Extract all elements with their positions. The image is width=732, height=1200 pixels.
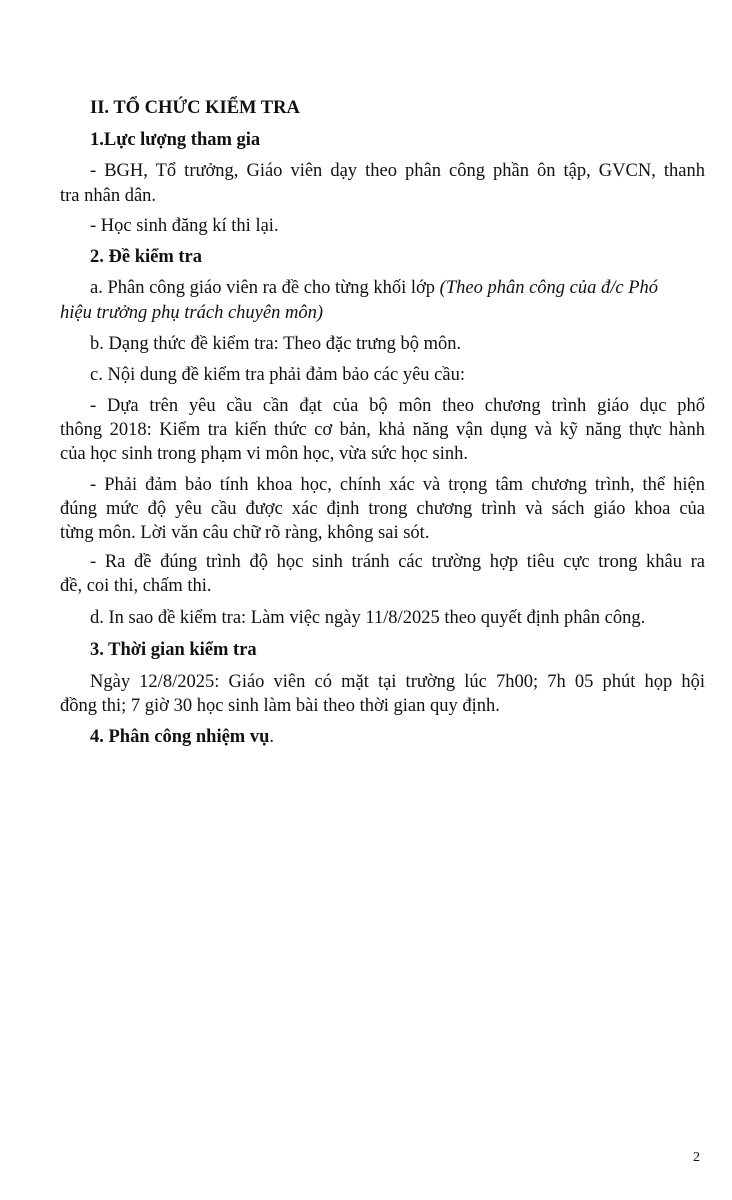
part2-heading: 2. Đề kiểm tra (90, 247, 202, 267)
part1-item2: - Học sinh đăng kí thi lại. (90, 216, 279, 236)
part2-c1-line2: thông 2018: Kiểm tra kiến thức cơ bản, khả năng vận dụng và kỹ năng thực hành (60, 420, 705, 440)
part3-line2: đồng thi; 7 giờ 30 học sinh làm bài theo thời gian quy định. (60, 696, 500, 716)
section-heading: II. TỔ CHỨC KIỂM TRA (90, 98, 300, 118)
part1-heading: 1.Lực lượng tham gia (90, 130, 261, 150)
part2-c3-line1: - Ra đề đúng trình độ học sinh tránh các trường hợp tiêu cực trong khâu ra (90, 552, 705, 572)
part1-item1-line2: tra nhân dân. (60, 186, 157, 206)
part2-c2-line3: từng môn. Lời văn câu chữ rõ ràng, không sai sót. (60, 523, 430, 543)
part2-a-italic-1: (Theo phân công của đ/c Phó (439, 278, 659, 298)
part1-item1-line1: - BGH, Tổ trưởng, Giáo viên dạy theo phân công phần ôn tập, GVCN, thanh (90, 161, 705, 181)
part2-c3-line2: đề, coi thi, chấm thi. (60, 576, 212, 596)
part2-d-text: d. In sao đề kiểm tra: Làm việc ngày 11/8/2025 theo quyết định phân công. (90, 608, 646, 628)
part2-a-italic-2: hiệu trưởng phụ trách chuyên môn) (60, 303, 323, 323)
part4-heading: 4. Phân công nhiệm vụ (90, 727, 270, 747)
part2-a-text: a. Phân công giáo viên ra đề cho từng khối lớp (90, 278, 440, 298)
part2-c2-line1: - Phải đảm bảo tính khoa học, chính xác và trọng tâm chương trình, thể hiện (90, 475, 705, 495)
part2-b-text: b. Dạng thức đề kiểm tra: Theo đặc trưng bộ môn. (90, 334, 462, 354)
part2-c-text: c. Nội dung đề kiểm tra phải đảm bảo các yêu cầu: (90, 365, 465, 385)
part2-a-line1 (90, 277, 658, 299)
part2-c2-line2: đúng mức độ yêu cầu được xác định trong chương trình và sách giáo khoa của (60, 499, 705, 519)
part2-c1-line3: của học sinh trong phạm vi môn học, vừa sức học sinh. (60, 444, 468, 464)
part3-heading: 3. Thời gian kiểm tra (90, 640, 257, 660)
part4-heading-line (90, 726, 274, 748)
page-number: 2 (693, 1150, 700, 1165)
part3-line1: Ngày 12/8/2025: Giáo viên có mặt tại trường lúc 7h00; 7h 05 phút họp hội (90, 672, 705, 692)
part4-heading-suffix: . (269, 727, 275, 747)
part2-c1-line1: - Dựa trên yêu cầu cần đạt của bộ môn theo chương trình giáo dục phổ (90, 396, 705, 416)
